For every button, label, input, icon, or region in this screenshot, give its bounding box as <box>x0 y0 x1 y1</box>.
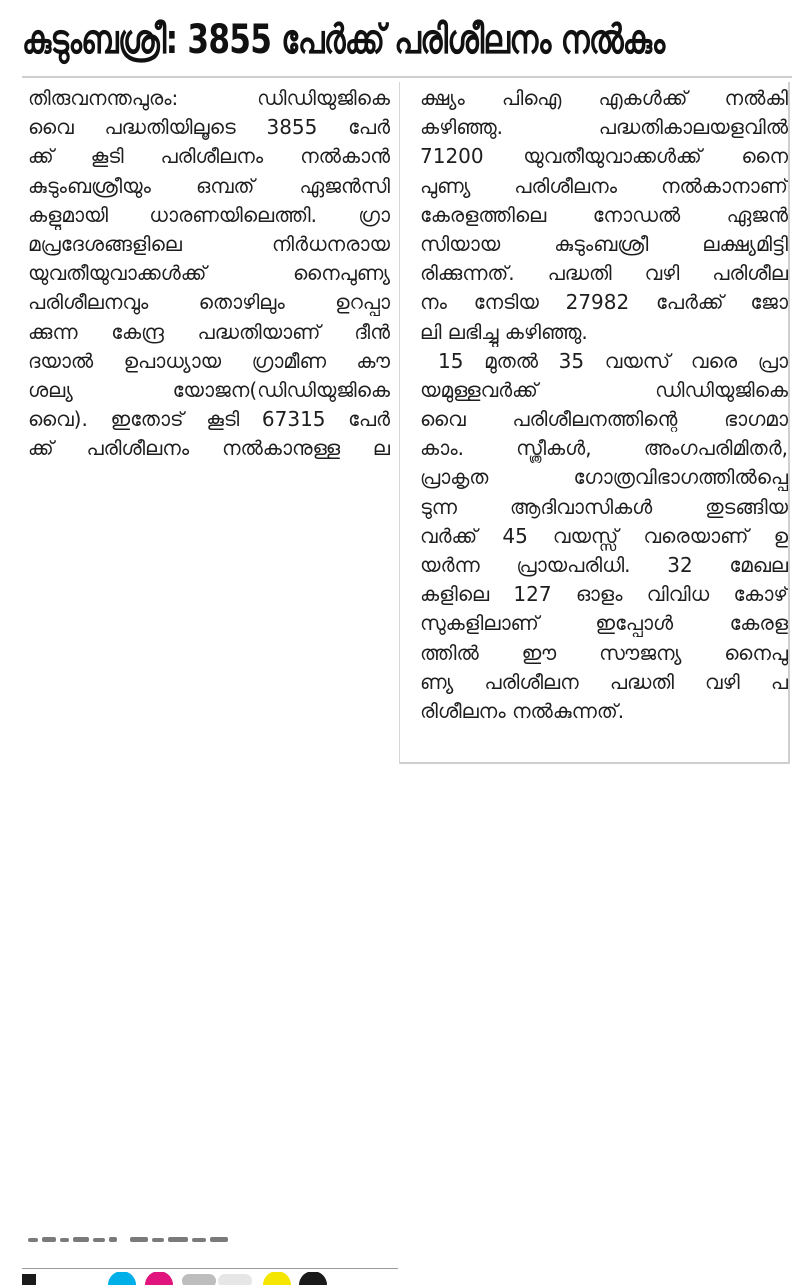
body-line: പ്രാകൃത ഗോത്രവിഭാഗത്തിൽപ്പെ <box>420 465 788 490</box>
body-line: കളുമായി ധാരണയിലെത്തി. ഗ്രാ <box>28 202 390 227</box>
body-line: കുടുംബശ്രീയും ഒമ്പത് ഏജൻസി <box>28 173 390 198</box>
body-line: ക്കുന്ന കേന്ദ്ര പദ്ധതിയാണ് ദീൻ <box>28 319 390 344</box>
left-column <box>28 84 390 463</box>
headline-divider <box>22 76 792 78</box>
yellow-mark <box>263 1272 291 1285</box>
black-circle-mark <box>299 1272 327 1285</box>
body-line: 71200 യുവതീയുവാക്കൾക്ക് നൈ <box>420 144 788 169</box>
body-line: യർന്ന പ്രായപരിധി. 32 മേഖല <box>420 553 788 577</box>
body-line: വർക്ക് 45 വയസ്സ് വരെയാണ് ഉ <box>420 523 788 548</box>
body-line: കളിലെ 127 ഓളം വിവിധ കോഴ് <box>420 582 788 607</box>
body-line: ക്ക് കൂടി പരിശീലനം നൽകാൻ <box>28 144 390 169</box>
body-line: ദയാൽ ഉപാധ്യായ ഗ്രാമീണ കൗ <box>28 348 390 373</box>
body-line: നം നേടിയ 27982 പേർക്ക് ജോ <box>420 290 788 315</box>
body-line: ലി ലഭിച്ചു കഴിഞ്ഞു. <box>420 319 588 344</box>
body-line: ശല്യ യോജന(ഡിഡിയുജികെ <box>28 377 390 402</box>
box-border-right <box>788 82 790 764</box>
magenta-mark <box>145 1272 173 1285</box>
body-line: സുകളിലാണ് ഇപ്പോൾ കേരള <box>420 611 788 636</box>
box-border-bottom <box>400 762 790 764</box>
body-line: യമുള്ളവർക്ക് ഡിഡിയുജികെ <box>420 377 788 402</box>
body-line: രിശീലനം നൽകുന്നത്. <box>420 698 625 723</box>
body-line: ക്ഷ്യം പിഐ എകൾക്ക് നൽകി <box>420 86 788 110</box>
faded-footer-text <box>26 1232 236 1248</box>
body-line: കേരളത്തിലെ നോഡൽ ഏജൻ <box>420 202 788 227</box>
body-line: യുവതീയുവാക്കൾക്ക് നൈപുണ്യ <box>28 261 390 286</box>
cyan-mark <box>108 1272 136 1285</box>
body-line: വൈ പരിശീലനത്തിന്റെ ഭാഗമാ <box>420 407 788 432</box>
body-line: വൈ പദ്ധതിയിലൂടെ 3855 പേർ <box>28 115 390 140</box>
body-line: സിയായ കുടുംബശ്രീ ലക്ഷ്യമിട്ടി <box>420 231 788 256</box>
printer-registration-marks <box>22 1272 342 1285</box>
gray-mark <box>182 1274 216 1285</box>
paragraph-start-line: 15 മുതൽ 35 വയസ് വരെ പ്രാ <box>438 348 788 373</box>
body-line: ത്തിൽ ഈ സൗജന്യ നൈപു <box>420 640 788 665</box>
body-line: മപ്രദേശങ്ങളിലെ നിർധനരായ <box>28 231 390 256</box>
body-line: രിക്കുന്നത്. പദ്ധതി വഴി പരിശീല <box>420 261 788 286</box>
footer-divider <box>22 1268 398 1269</box>
black-mark <box>22 1274 36 1285</box>
body-line: വൈ). ഇതോട് കൂടി 67315 പേർ <box>28 407 390 432</box>
article-headline: കുടുംബശ്രീ: 3855 പേർക്ക് പരിശീലനം നൽകും <box>22 17 665 63</box>
body-line: പുണ്യ പരിശീലനം നൽകാനാണ് <box>420 173 788 198</box>
body-line: കഴിഞ്ഞു. പദ്ധതികാലയളവിൽ <box>420 115 788 140</box>
body-line: ടുന്ന ആദിവാസികൾ തുടങ്ങിയ <box>420 494 788 519</box>
body-line: പരിശീലനവും തൊഴിലും ഉറപ്പാ <box>28 290 390 315</box>
body-line: തിരുവനന്തപുരം: ഡിഡിയുജികെ <box>28 86 390 110</box>
column-divider <box>399 82 400 764</box>
body-line: ക്ക് പരിശീലനം നൽകാനുള്ള ല <box>28 436 390 461</box>
right-column <box>420 84 788 726</box>
body-line: കാം. സ്ത്രീകൾ, അംഗപരിമിതർ, <box>420 436 788 461</box>
body-line: ണ്യ പരിശീലന പദ്ധതി വഴി പ <box>420 669 788 694</box>
light-gray-mark <box>218 1274 252 1285</box>
